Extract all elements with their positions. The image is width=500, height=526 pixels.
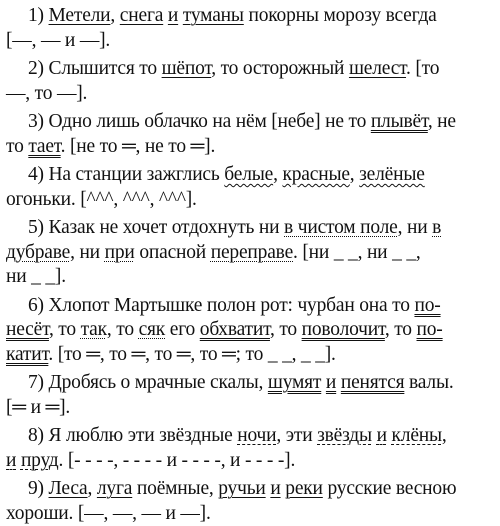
subject: шёпот	[162, 58, 212, 79]
sentence-number: 7)	[28, 372, 44, 393]
text: его	[170, 319, 195, 340]
comma: ,	[88, 478, 93, 499]
sentence-5-line-1	[6, 216, 494, 241]
text: , эти	[276, 425, 312, 446]
comma: ,	[110, 5, 115, 26]
adverbial: сяк	[139, 319, 166, 340]
text: валы.	[409, 372, 453, 393]
text: Хлопот Мартышке полон рот: чурбан она то	[49, 295, 410, 316]
conjunction: и	[270, 478, 280, 499]
sentence-5-line-2	[6, 241, 494, 266]
text: , то осторожный	[211, 58, 344, 79]
text: , ни	[398, 217, 428, 238]
sentence-9-line-1	[6, 477, 494, 502]
text: , то	[270, 319, 297, 340]
object: звёзды	[317, 425, 372, 446]
text: то	[6, 136, 24, 157]
text: Я люблю эти звёздные	[49, 425, 233, 446]
adverbial: в	[432, 217, 441, 238]
sentence-2-scheme	[6, 82, 494, 107]
sentence-3-line-1	[6, 110, 494, 135]
sentence-2-line-1	[6, 57, 494, 82]
predicate: катит	[6, 344, 48, 365]
sentence-8-line-2	[6, 449, 494, 474]
text: Одно лишь облачко на нём [небе] не то	[49, 111, 367, 132]
text: , то	[49, 319, 76, 340]
text: Слышится то	[49, 58, 157, 79]
scheme: . [то ═, то ═, то ═, то ═; то _ _, _ _].	[48, 344, 335, 365]
sentence-number: 5)	[28, 217, 44, 238]
subject: ручьи	[218, 478, 265, 499]
text: , ни	[70, 242, 100, 263]
subject: туманы	[183, 5, 244, 26]
scheme: [—, — и —].	[6, 30, 110, 51]
conjunction: и	[6, 450, 16, 471]
subject: шелест	[349, 58, 406, 79]
subject: реки	[285, 478, 323, 499]
sentence-4-line-2	[6, 188, 494, 213]
text: покорны морозу всегда	[248, 5, 436, 26]
object: ночи	[237, 425, 276, 446]
sentence-4-line-1	[6, 163, 494, 188]
modifier: зелёные	[359, 164, 425, 185]
sentence-9-line-2	[6, 502, 494, 526]
adverbial: при	[105, 242, 135, 263]
text: Дробясь о мрачные скалы,	[49, 372, 264, 393]
sentence-7-line-1	[6, 371, 494, 396]
scheme: [═ и ═].	[6, 397, 70, 418]
sentence-6-line-3	[6, 343, 494, 368]
scheme: [—, —, — и —].	[78, 503, 211, 524]
scheme: ни _ _].	[6, 266, 66, 287]
conjunction: и	[168, 5, 178, 26]
predicate: обхватит	[200, 319, 270, 340]
sentence-number: 4)	[28, 164, 44, 185]
text: поёмные,	[137, 478, 214, 499]
adverbial: дубраве	[6, 242, 70, 263]
comma: ,	[350, 164, 355, 185]
text: Казак не хочет отдохнуть ни	[49, 217, 280, 238]
scheme: . [не то ═, не то ═].	[61, 136, 216, 157]
predicate: поволочит	[302, 319, 385, 340]
predicate: по-	[414, 295, 440, 316]
scheme: . [ни _ _, ни _ _,	[293, 242, 421, 263]
conjunction: и	[326, 372, 336, 393]
text: На станции зажглись	[49, 164, 220, 185]
predicate: тает	[28, 136, 60, 157]
subject: Леса	[49, 478, 88, 499]
adverbial: так	[81, 319, 107, 340]
sentence-number: 1)	[28, 5, 44, 26]
object: клёны	[392, 425, 442, 446]
text: , то	[385, 319, 412, 340]
modifier: белые	[224, 164, 273, 185]
adverbial: переправе	[211, 242, 293, 263]
sentence-3-line-2	[6, 135, 494, 160]
subject: луга	[97, 478, 132, 499]
sentence-1-line-1	[6, 4, 494, 29]
text: опасной	[139, 242, 206, 263]
object: пруд	[21, 450, 59, 471]
text: огоньки.	[6, 189, 76, 210]
sentence-7-scheme	[6, 396, 494, 421]
sentence-6-line-1	[6, 294, 494, 319]
text: хороши.	[6, 503, 73, 524]
predicate: шумят	[268, 372, 321, 393]
sentence-5-line-3	[6, 265, 494, 290]
text: , то	[107, 319, 134, 340]
conjunction: и	[377, 425, 387, 446]
text: русские весною	[327, 478, 456, 499]
predicate: плывёт	[371, 111, 428, 132]
comma: ,	[273, 164, 278, 185]
sentence-8-line-1	[6, 424, 494, 449]
text: , не	[428, 111, 456, 132]
sentence-number: 8)	[28, 425, 44, 446]
sentence-number: 9)	[28, 478, 44, 499]
sentence-6-line-2	[6, 318, 494, 343]
adverbial: в чистом поле	[284, 217, 398, 238]
predicate: несёт	[6, 319, 49, 340]
comma: ,	[442, 425, 447, 446]
modifier: красные	[282, 164, 349, 185]
subject: Метели	[49, 5, 111, 26]
scheme: [^^^, ^^^, ^^^].	[80, 189, 197, 210]
scheme: . [- - - -, - - - - и - - - -, и - - - -].	[59, 450, 296, 471]
predicate: по-	[417, 319, 443, 340]
sentence-1-scheme	[6, 29, 494, 54]
scheme: . [то	[406, 58, 439, 79]
subject: снега	[120, 5, 163, 26]
sentence-number: 6)	[28, 295, 44, 316]
sentence-number: 3)	[28, 111, 44, 132]
scheme: —, то —].	[6, 83, 87, 104]
predicate: пенятся	[341, 372, 404, 393]
sentence-number: 2)	[28, 58, 44, 79]
